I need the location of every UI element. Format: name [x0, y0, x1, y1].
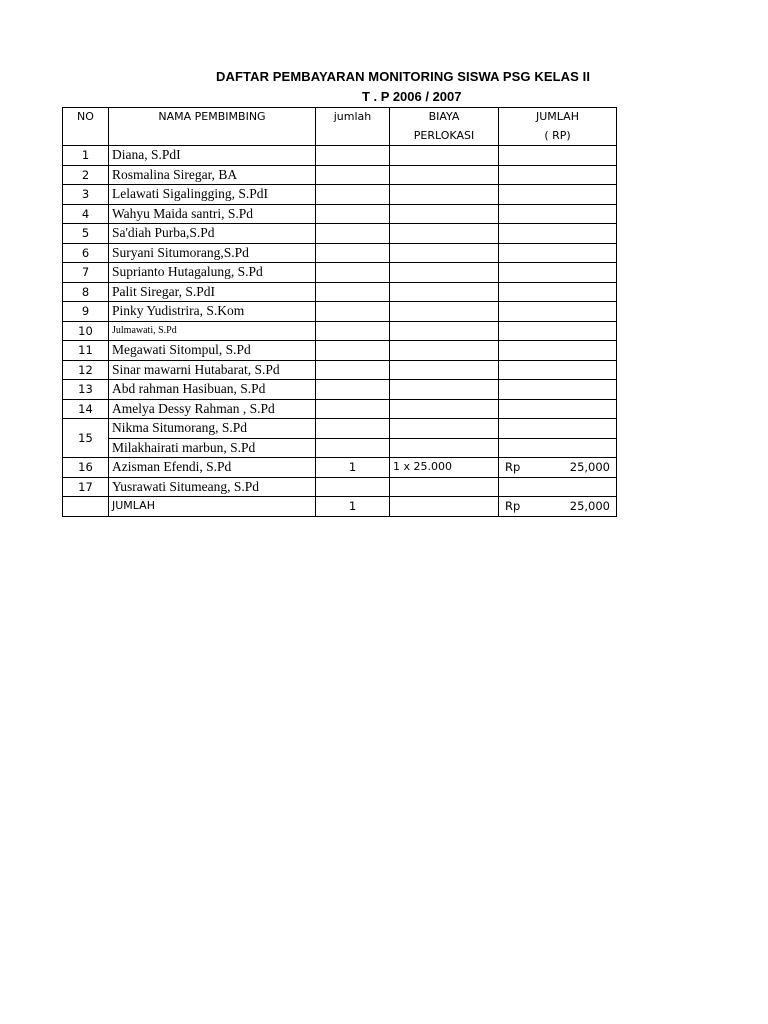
cell-total: [499, 399, 617, 419]
table-row: [63, 302, 617, 322]
total-amount-cell: [499, 497, 617, 517]
table-row: [63, 360, 617, 380]
mentor-name: Abd rahman Hasibuan, S.Pd: [109, 380, 316, 400]
cell-total: [499, 165, 617, 185]
header-total-line1: JUMLAH: [499, 108, 617, 127]
header-biaya-line2: PERLOKASI: [390, 127, 499, 146]
cell-total: [499, 360, 617, 380]
document-title: DAFTAR PEMBAYARAN MONITORING SISWA PSG KELAS II: [216, 69, 591, 84]
cell-total: [499, 243, 617, 263]
table-row: [63, 458, 617, 478]
mentor-name: Sinar mawarni Hutabarat, S.Pd: [109, 360, 316, 380]
cell-biaya: [390, 224, 499, 244]
cell-total: [499, 302, 617, 322]
cell-biaya: [390, 204, 499, 224]
mentor-name: Wahyu Maida santri, S.Pd: [109, 204, 316, 224]
cell-biaya: [390, 380, 499, 400]
mentor-name: Suryani Situmorang,S.Pd: [109, 243, 316, 263]
table-row: [63, 341, 617, 361]
cell-total: [499, 146, 617, 166]
table-row: [63, 477, 617, 497]
cell-jumlah: [316, 360, 390, 380]
total-label: JUMLAH: [109, 497, 316, 517]
cell-biaya: [390, 185, 499, 205]
cell-biaya: [390, 341, 499, 361]
header-biaya-line1: BIAYA: [390, 108, 499, 127]
mentor-name: Diana, S.PdI: [109, 146, 316, 166]
mentor-name: Amelya Dessy Rahman , S.Pd: [109, 399, 316, 419]
table-row: [63, 204, 617, 224]
row-number: 7: [63, 263, 109, 283]
row-number: 16: [63, 458, 109, 478]
row-number: 11: [63, 341, 109, 361]
document-subtitle: T . P 2006 / 2007: [362, 89, 462, 104]
cell-total: [499, 185, 617, 205]
cell-biaya: [390, 399, 499, 419]
cell-biaya: [390, 302, 499, 322]
header-name: NAMA PEMBIMBING: [109, 108, 316, 146]
total-biaya: [390, 497, 499, 517]
row-number: 5: [63, 224, 109, 244]
row-number: 10: [63, 321, 109, 341]
header-total-line2: ( RP): [499, 127, 617, 146]
table-row: [63, 146, 617, 166]
cell-total: [499, 419, 617, 439]
table-row: [63, 438, 617, 458]
row-number: 8: [63, 282, 109, 302]
row-number: 12: [63, 360, 109, 380]
cell-total: [499, 282, 617, 302]
cell-total: [499, 224, 617, 244]
table-row: [63, 165, 617, 185]
cell-biaya: [390, 477, 499, 497]
currency-label: Rp: [505, 460, 521, 475]
cell-biaya: [390, 438, 499, 458]
row-number: 6: [63, 243, 109, 263]
cell-jumlah: [316, 165, 390, 185]
amount-value: 25,000: [569, 460, 610, 475]
cell-total: [499, 321, 617, 341]
mentor-name: Pinky Yudistrira, S.Kom: [109, 302, 316, 322]
row-number: 15: [63, 419, 109, 458]
cell-biaya: [390, 360, 499, 380]
total-row: [63, 497, 617, 517]
mentor-name: Rosmalina Siregar, BA: [109, 165, 316, 185]
mentor-name: Megawati Sitompul, S.Pd: [109, 341, 316, 361]
table-row: [63, 185, 617, 205]
cell-total: [499, 263, 617, 283]
cell-total: [499, 204, 617, 224]
table-row: [63, 321, 617, 341]
cell-biaya: [390, 146, 499, 166]
table-row: [63, 399, 617, 419]
cell-biaya: [390, 243, 499, 263]
table-row: [63, 380, 617, 400]
mentor-name: Azisman Efendi, S.Pd: [109, 458, 316, 478]
mentor-name: Sa'diah Purba,S.Pd: [109, 224, 316, 244]
cell-biaya: [390, 165, 499, 185]
cell-jumlah: 1: [316, 458, 390, 478]
cell-jumlah: [316, 477, 390, 497]
cell-jumlah: [316, 224, 390, 244]
cell-total: [499, 438, 617, 458]
mentor-name: Nikma Situmorang, S.Pd: [109, 419, 316, 439]
total-row-no: [63, 497, 109, 517]
cell-biaya: [390, 282, 499, 302]
cell-jumlah: [316, 146, 390, 166]
cell-jumlah: [316, 321, 390, 341]
table-row: [63, 224, 617, 244]
cell-total: [499, 341, 617, 361]
cell-jumlah: [316, 282, 390, 302]
mentor-name: Julmawati, S.Pd: [109, 321, 316, 341]
header-jumlah: jumlah: [316, 108, 390, 146]
row-number: 13: [63, 380, 109, 400]
row-number: 2: [63, 165, 109, 185]
cell-biaya: 1 x 25.000: [390, 458, 499, 478]
cell-jumlah: [316, 341, 390, 361]
header-no: NO: [63, 108, 109, 146]
total-jumlah: 1: [316, 497, 390, 517]
row-number: 17: [63, 477, 109, 497]
table-row: [63, 243, 617, 263]
cell-total: [499, 380, 617, 400]
mentor-name: Milakhairati marbun, S.Pd: [109, 438, 316, 458]
cell-jumlah: [316, 185, 390, 205]
cell-jumlah: [316, 438, 390, 458]
cell-jumlah: [316, 419, 390, 439]
cell-jumlah: [316, 302, 390, 322]
currency-label: Rp: [505, 499, 521, 514]
payment-table: [62, 107, 617, 517]
total-amount: 25,000: [569, 499, 610, 514]
row-number: 9: [63, 302, 109, 322]
mentor-name: Yusrawati Situmeang, S.Pd: [109, 477, 316, 497]
cell-biaya: [390, 321, 499, 341]
table-row: [63, 263, 617, 283]
row-number: 3: [63, 185, 109, 205]
row-number: 4: [63, 204, 109, 224]
header-row: [63, 108, 617, 127]
cell-jumlah: [316, 204, 390, 224]
row-number: 1: [63, 146, 109, 166]
cell-total: [499, 477, 617, 497]
row-number: 14: [63, 399, 109, 419]
table-row: [63, 419, 617, 439]
cell-biaya: [390, 263, 499, 283]
cell-jumlah: [316, 380, 390, 400]
cell-biaya: [390, 419, 499, 439]
mentor-name: Lelawati Sigalingging, S.PdI: [109, 185, 316, 205]
mentor-name: Palit Siregar, S.PdI: [109, 282, 316, 302]
table-row: [63, 282, 617, 302]
cell-jumlah: [316, 399, 390, 419]
mentor-name: Suprianto Hutagalung, S.Pd: [109, 263, 316, 283]
cell-total: [499, 458, 617, 478]
cell-jumlah: [316, 263, 390, 283]
cell-jumlah: [316, 243, 390, 263]
